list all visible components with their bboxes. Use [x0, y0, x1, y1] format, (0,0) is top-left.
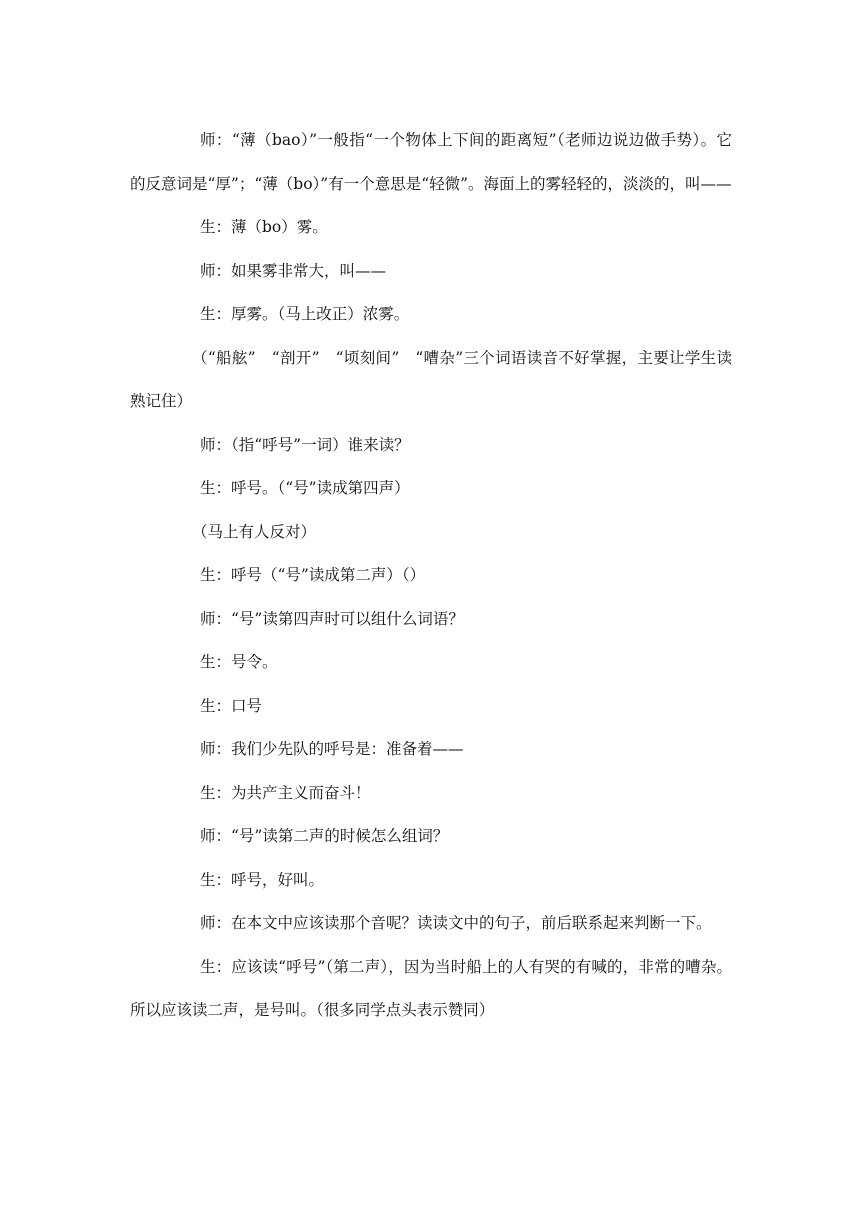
paragraph-student-struggle: 生：为共产主义而奋斗！	[200, 783, 371, 802]
paragraph-student-haojiao: 生：呼号，好叫。	[200, 870, 325, 889]
paragraph-teacher-hao-4: 师：“号”读第四声时可以组什么词语？	[200, 609, 464, 628]
paragraph-teacher-huhao: 师：（指“呼号”一词）谁来读？	[200, 435, 410, 454]
paragraph-student-haoling: 生：号令。	[200, 653, 278, 671]
paragraph-student-conclusion: 生：应该读“呼号”（第二声），因为当时船上的人有哭的有喊的，非常的嘈杂。所以应该读二声，是号叫。（很多同学点头表示赞同）	[130, 957, 732, 1019]
paragraph-teacher-hao-2: 师：“号”读第二声的时候怎么组词？	[200, 827, 449, 845]
paragraph-teacher-fog: 师：如果雾非常大，叫——	[200, 261, 387, 280]
paragraph-student-huhao-2: 生：呼号（“号”读成第二声）（）	[200, 566, 426, 584]
paragraph-note-words: （“船舷” “剖开” “顷刻间” “嘈杂”三个词语读音不好掌握，主要让学生读熟记住）	[130, 348, 732, 410]
paragraph-student-thick-fog: 生：厚雾。（马上改正）浓雾。	[200, 305, 410, 323]
paragraph-note-objection: （马上有人反对）	[192, 522, 317, 541]
paragraph-teacher-pioneers: 师：我们少先队的呼号是：准备着——	[200, 740, 464, 758]
paragraph-student-huhao-4: 生：呼号。（“号”读成第四声）	[200, 479, 410, 497]
paragraph-student-kouhao: 生：口号	[200, 696, 263, 715]
paragraph-student-bowu: 生：薄（bo）雾。	[200, 218, 328, 236]
paragraph-teacher-bao: 师：“薄（bao）”一般指“一个物体上下间的距离短”（老师边说边做手势）。它的反意词是“厚”；“薄（bo）”有一个意思是“轻微”。海面上的雾轻轻的，淡淡的，叫——	[130, 131, 732, 193]
paragraph-teacher-context: 师：在本文中应该读那个音呢？读读文中的句子，前后联系起来判断一下。	[200, 914, 712, 932]
